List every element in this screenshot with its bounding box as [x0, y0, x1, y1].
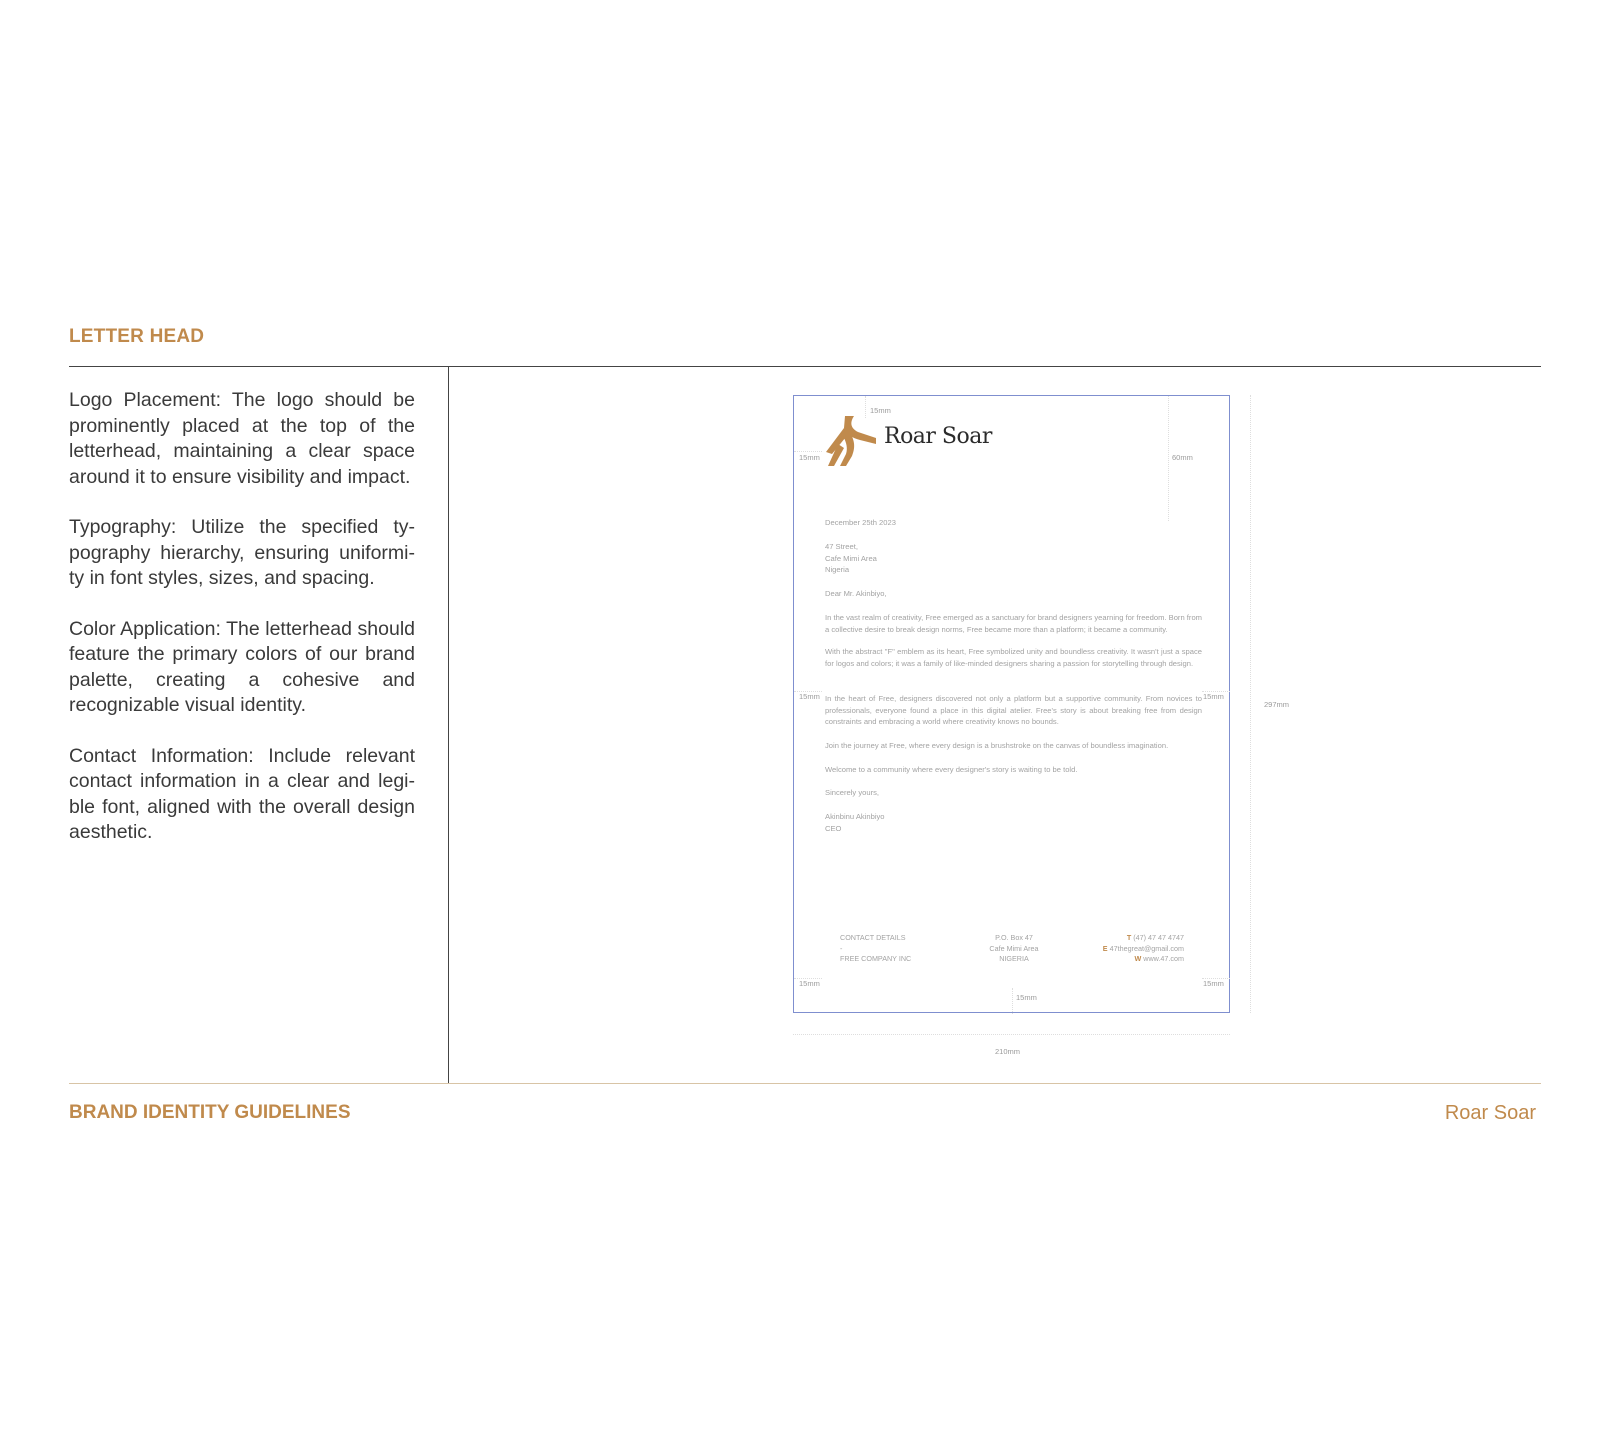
- letterhead-sheet: [793, 395, 1230, 1013]
- address-line: Cafe Mimi Area: [825, 553, 877, 563]
- letter-closing: Sincerely yours,: [825, 788, 880, 797]
- dim-bottom-right: 15mm: [1203, 979, 1224, 988]
- letter-date: December 25th 2023: [825, 518, 896, 527]
- address-line: 47 Street,: [825, 542, 858, 551]
- letter-paragraph: In the heart of Free, designers discovered not only a platform but a supportive community. From novices to professionals, everyone found a place in this digital atelier. Free's story is about breaking free from design constraints and embracing a world where creativity knows no bounds.: [825, 694, 1202, 727]
- roar-soar-logo-icon: [824, 414, 878, 468]
- dim-mid-right: 15mm: [1203, 692, 1224, 701]
- phone-line: [1103, 933, 1184, 944]
- letter-brand-name: Roar Soar: [884, 424, 992, 449]
- dim-sheet-height: 297mm: [1264, 700, 1290, 709]
- email-value: 47thegreat@gmail.com: [1109, 943, 1184, 953]
- dim-left-margin: 15mm: [799, 453, 820, 462]
- left-margin-guide: [794, 451, 822, 452]
- dim-bottom-left: 15mm: [799, 979, 820, 988]
- postal-address-column: [974, 933, 1054, 965]
- guideline-typography: Typography: Utilize the specified ty-pography hierarchy, ensuring uniformi-ty in font styles, sizes, and spacing.: [69, 516, 415, 589]
- letter-salutation: Dear Mr. Akinbiyo,: [825, 589, 887, 598]
- guideline-color-application: Color Application: The letterhead should feature the primary colors of our brand palette, creating a cohesive and recognizable visual identity.: [69, 617, 415, 716]
- dim-bottom-margin: 15mm: [1016, 993, 1037, 1002]
- dim-mid-left: 15mm: [799, 692, 820, 701]
- postal-country: NIGERIA: [999, 954, 1029, 963]
- signature-title: CEO: [825, 823, 842, 833]
- section-title: LETTER HEAD: [69, 326, 205, 347]
- width-dimension-guide: [793, 1034, 1230, 1035]
- company-name: FREE COMPANY INC: [840, 954, 912, 963]
- header-height-guide: [1168, 396, 1169, 521]
- letter-paragraph: In the vast realm of creativity, Free emerged as a sanctuary for brand designers yearning for freedom. Born from a collective desire to break design norms, Free became more than a platform; it became a community.: [825, 613, 1202, 634]
- dim-sheet-width: 210mm: [995, 1047, 1021, 1056]
- web-key: W: [1134, 954, 1142, 963]
- guideline-contact-information: Contact Information: Include relevant contact information in a clear and legi-ble font, aligned with the overall design aesthetic.: [69, 744, 415, 843]
- contact-separator: -: [840, 943, 843, 953]
- guideline-logo-placement: Logo Placement: The logo should be prominently placed at the top of the letterhead, maintaining a clear space around it to ensure visibility and impact.: [69, 389, 415, 488]
- letter-address: [825, 541, 1202, 576]
- email-key: E: [1102, 943, 1108, 953]
- contact-methods-column: [1103, 933, 1184, 965]
- web-line: [1103, 954, 1184, 965]
- po-box: P.O. Box 47: [995, 933, 1033, 942]
- column-divider: [448, 367, 449, 1083]
- height-dimension-guide: [1250, 395, 1251, 1013]
- contact-label: CONTACT DETAILS: [840, 933, 906, 942]
- email-line: [1103, 944, 1184, 955]
- web-value: www.47.com: [1143, 954, 1184, 963]
- dim-header-height: 60mm: [1172, 453, 1193, 462]
- letter-paragraph: Join the journey at Free, where every design is a brushstroke on the canvas of boundless imagination.: [825, 741, 1169, 750]
- letter-paragraph: Welcome to a community where every designer's story is waiting to be told.: [825, 765, 1078, 774]
- postal-area: Cafe Mimi Area: [989, 943, 1039, 953]
- guidelines-text: [69, 388, 415, 871]
- letter-paragraph: With the abstract "F" emblem as its heart, Free symbolized unity and boundless creativity. It wasn't just a space for logos and colors; it was a family of like-minded designers sharing a passion for storytelling through design.: [825, 647, 1202, 668]
- dim-top-margin: 15mm: [870, 406, 891, 415]
- signature-name: Akinbinu Akinbiyo: [825, 812, 885, 821]
- phone-key: T: [1126, 933, 1132, 942]
- top-rule: [69, 366, 1541, 367]
- contact-details-column: [840, 933, 911, 965]
- letter-signature: [825, 811, 1202, 834]
- footer-brand-name: Roar Soar: [1444, 1102, 1536, 1124]
- bottom-margin-guide: [1012, 988, 1013, 1014]
- footer-guidelines-title: BRAND IDENTITY GUIDELINES: [69, 1102, 351, 1123]
- bottom-rule: [69, 1083, 1541, 1084]
- address-line: Nigeria: [825, 565, 850, 575]
- phone-value: (47) 47 47 4747: [1133, 933, 1184, 942]
